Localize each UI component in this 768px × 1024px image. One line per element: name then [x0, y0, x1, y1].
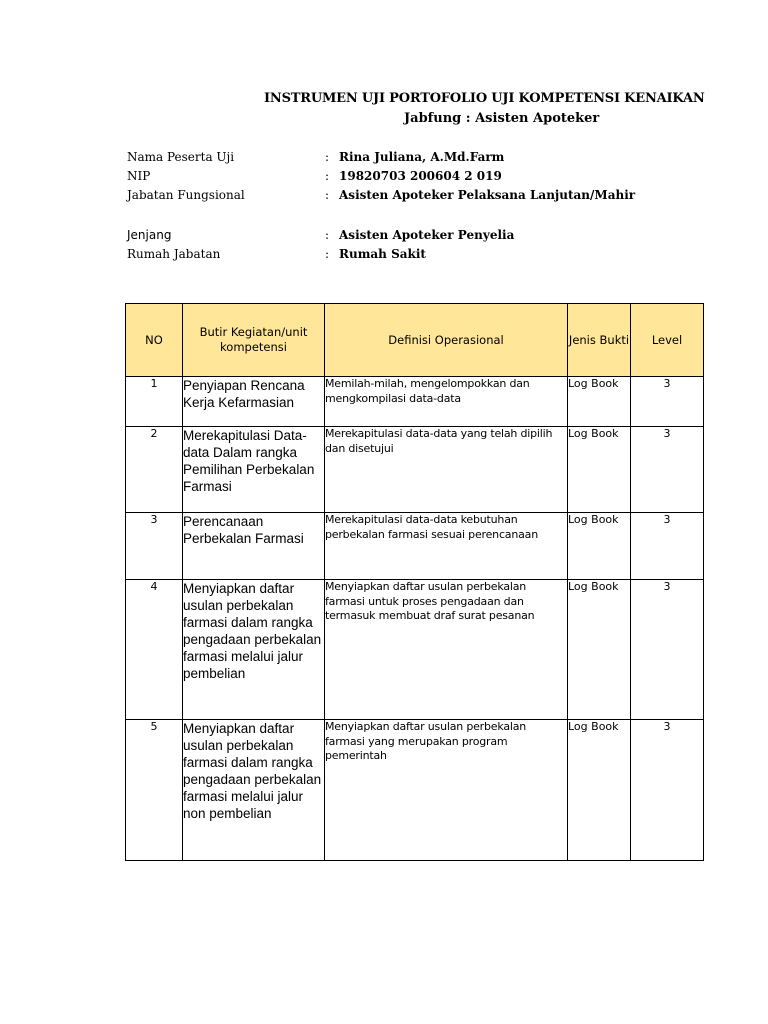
- header-jenis: Jenis Bukti: [568, 304, 631, 377]
- cell-no: 1: [126, 377, 183, 427]
- cell-definisi: Memilah-milah, mengelompokkan dan mengkompilasi data-data: [325, 377, 568, 427]
- header-butir: Butir Kegiatan/unit kompetensi: [183, 304, 325, 377]
- cell-definisi: Merekapitulasi data-data kebutuhan perbekalan farmasi sesuai perencanaan: [325, 513, 568, 580]
- cell-no: 4: [126, 580, 183, 720]
- header-level: Level: [631, 304, 704, 377]
- cell-level: 3: [631, 580, 704, 720]
- table-row: [126, 427, 704, 513]
- info-value: Asisten Apoteker Penyelia: [339, 228, 515, 242]
- cell-jenis: Log Book: [568, 377, 631, 427]
- cell-definisi: Menyiapkan daftar usulan perbekalan farmasi untuk proses pengadaan dan termasuk membuat draf surat pesanan: [325, 580, 568, 720]
- cell-level: 3: [631, 720, 704, 861]
- info-colon: :: [325, 247, 330, 261]
- header-definisi: Definisi Operasional: [325, 304, 568, 377]
- cell-no: 5: [126, 720, 183, 861]
- cell-definisi: Merekapitulasi data-data yang telah dipilih dan disetujui: [325, 427, 568, 513]
- document-title: INSTRUMEN UJI PORTOFOLIO UJI KOMPETENSI KENAIKAN: [264, 91, 705, 106]
- competency-table: [125, 303, 704, 861]
- info-label: NIP: [127, 169, 151, 183]
- cell-level: 3: [631, 427, 704, 513]
- cell-jenis: Log Book: [568, 513, 631, 580]
- table-row: [126, 513, 704, 580]
- info-colon: :: [325, 188, 330, 202]
- header-no: NO: [126, 304, 183, 377]
- cell-no: 2: [126, 427, 183, 513]
- document-subtitle: Jabfung : Asisten Apoteker: [404, 111, 600, 126]
- info-value: Rumah Sakit: [339, 247, 426, 261]
- cell-jenis: Log Book: [568, 427, 631, 513]
- cell-butir: Penyiapan Rencana Kerja Kefarmasian: [183, 377, 325, 427]
- table-row: [126, 720, 704, 861]
- cell-butir: Menyiapkan daftar usulan perbekalan farmasi dalam rangka pengadaan perbekalan farmasi melalui jalur non pembelian: [183, 720, 325, 861]
- info-value: Rina Juliana, A.Md.Farm: [339, 150, 505, 164]
- info-label: Jabatan Fungsional: [127, 188, 245, 202]
- info-colon: :: [325, 228, 330, 242]
- info-colon: :: [325, 150, 330, 164]
- cell-butir: Merekapitulasi Data-data Dalam rangka Pemilihan Perbekalan Farmasi: [183, 427, 325, 513]
- table-header-row: [126, 304, 704, 377]
- cell-level: 3: [631, 377, 704, 427]
- cell-butir: Menyiapkan daftar usulan perbekalan farmasi dalam rangka pengadaan perbekalan farmasi melalui jalur pembelian: [183, 580, 325, 720]
- table-row: [126, 377, 704, 427]
- cell-butir: Perencanaan Perbekalan Farmasi: [183, 513, 325, 580]
- info-colon: :: [325, 169, 330, 183]
- info-label: Rumah Jabatan: [127, 247, 221, 261]
- info-label: Jenjang: [127, 228, 172, 242]
- info-value: 19820703 200604 2 019: [339, 169, 502, 183]
- info-label: Nama Peserta Uji: [127, 150, 235, 164]
- table-row: [126, 580, 704, 720]
- cell-level: 3: [631, 513, 704, 580]
- info-value: Asisten Apoteker Pelaksana Lanjutan/Mahir: [339, 188, 636, 202]
- cell-jenis: Log Book: [568, 580, 631, 720]
- cell-no: 3: [126, 513, 183, 580]
- cell-definisi: Menyiapkan daftar usulan perbekalan farmasi yang merupakan program pemerintah: [325, 720, 568, 861]
- cell-jenis: Log Book: [568, 720, 631, 861]
